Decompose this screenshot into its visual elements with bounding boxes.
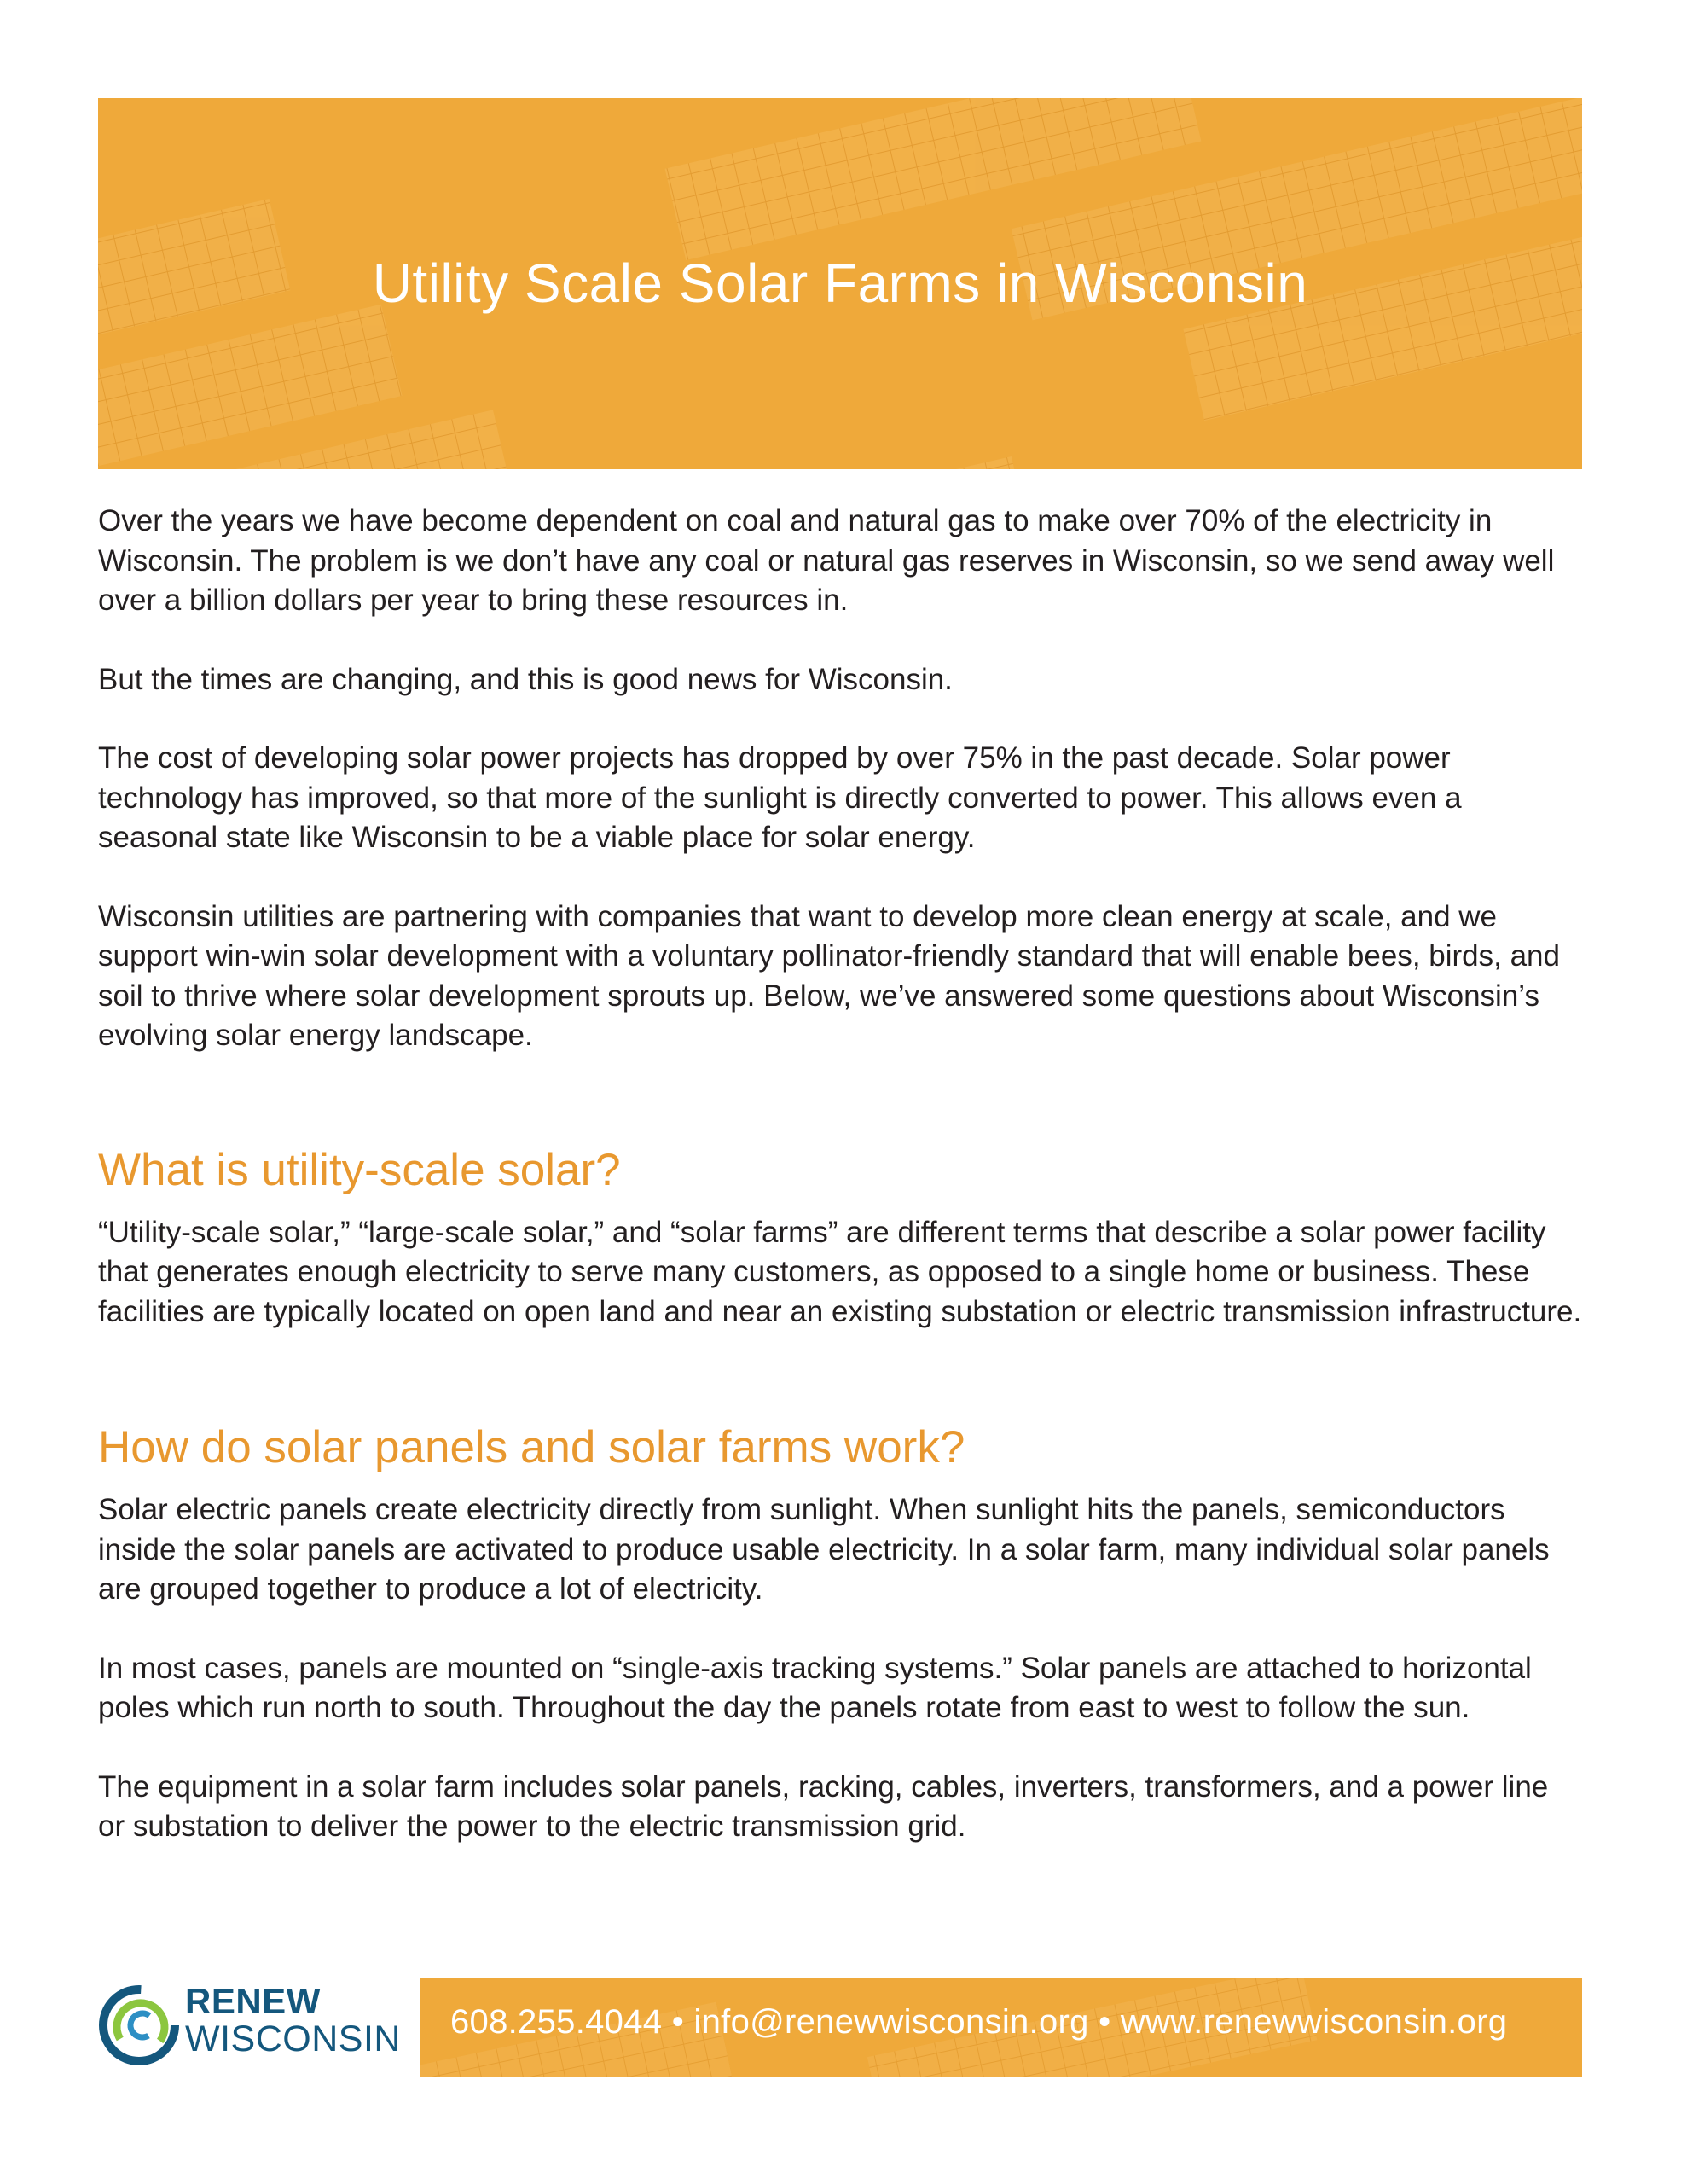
section-paragraph: The equipment in a solar farm includes solar panels, racking, cables, inverters, transformers, and a power line or substation to deliver the power to the electric transmission grid.: [98, 1769, 1549, 1843]
logo-line-renew: RENEW: [185, 1981, 321, 2021]
renew-wisconsin-logo: [98, 1978, 405, 2071]
footer-contact-bar: [420, 1978, 1582, 2077]
intro-paragraph: Over the years we have become dependent on coal and natural gas to make over 70% of the electricity in Wisconsin. The problem is we don’t have any coal or natural gas reserves in Wisconsin, so we send away well over a billion dollars per year to bring these resources in.: [98, 504, 1555, 617]
intro-paragraph: Wisconsin utilities are partnering with companies that want to develop more clean energy at scale, and we support win-win solar development with a voluntary pollinator-friendly standard that will enable bees, birds, and soil to thrive where solar development sprouts up. Below, we’ve answered some questions about Wisconsin’s evolving solar energy landscape.: [98, 899, 1560, 1052]
section-paragraph: Solar electric panels create electricity directly from sunlight. When sunlight hits the panels, semiconductors inside the solar panels are activated to produce usable electricity. In a solar farm, many individual solar panels are grouped together to produce a lot of electricity.: [98, 1493, 1550, 1606]
section-heading: How do solar panels and solar farms work?: [98, 1422, 965, 1472]
intro-paragraph: But the times are changing, and this is good news for Wisconsin.: [98, 662, 953, 696]
intro-paragraph: The cost of developing solar power projects has dropped by over 75% in the past decade. Solar power technology has improved, so that more of the sunlight is directly converted to power. This allows even a seasonal state like Wisconsin to be a viable place for solar energy.: [98, 741, 1462, 854]
section-paragraph: In most cases, panels are mounted on “single-axis tracking systems.” Solar panels are attached to horizontal poles which run north to south. Throughout the day the panels rotate from east to west to follow the sun.: [98, 1651, 1532, 1724]
logo-wordmark: [185, 1983, 401, 2058]
header-banner: [98, 98, 1582, 469]
document-body: [98, 502, 1582, 1847]
section-heading: What is utility-scale solar?: [98, 1144, 621, 1195]
contact-info: 608.255.4044 • info@renewwisconsin.org • www.renewwisconsin.org: [450, 2003, 1508, 2041]
page-title: Utility Scale Solar Farms in Wisconsin: [372, 253, 1308, 314]
renew-wisconsin-swirl-icon: [98, 1984, 180, 2066]
section-paragraph: “Utility-scale solar,” “large-scale solar,” and “solar farms” are different terms that describe a solar power facility that generates enough electricity to serve many customers, as opposed to a single home or business. These facilities are typically located on open land and near an existing substation or electric transmission infrastructure.: [98, 1215, 1582, 1328]
logo-line-wisconsin: WISCONSIN: [185, 2018, 401, 2059]
